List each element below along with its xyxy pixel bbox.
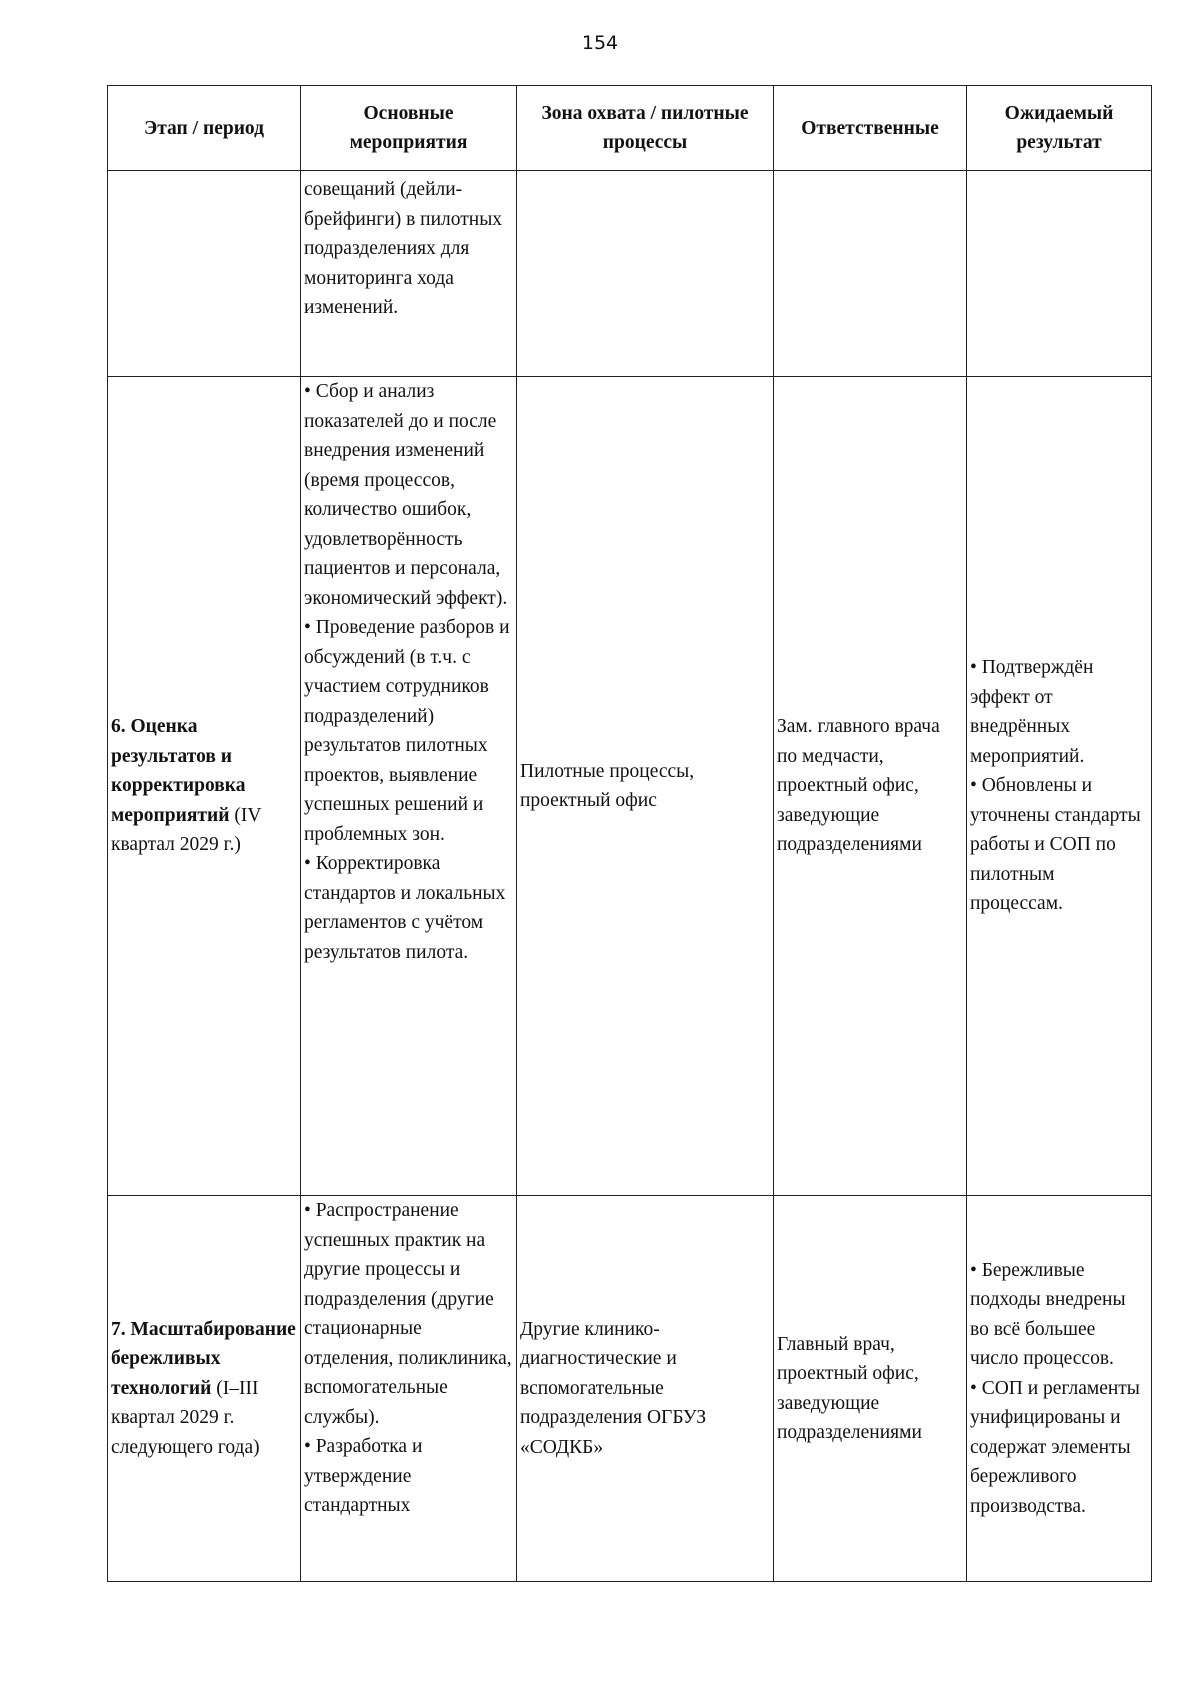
result-cell xyxy=(967,377,1152,1196)
responsible-cell xyxy=(774,377,967,1196)
responsible-text: Зам. главного врача по медчасти, проектный офис, заведующие подразделениями xyxy=(777,716,940,856)
responsible-text: Главный врач, проектный офис, заведующие подразделениями xyxy=(777,1333,922,1443)
page-number: 154 xyxy=(581,32,619,54)
stage-title: 6. Оценка результатов и корректировка мероприятий xyxy=(111,716,246,826)
stage-cell xyxy=(108,171,301,377)
stage-cell xyxy=(108,1196,301,1582)
stage-period: (I–III квартал 2029 г. следующего года) xyxy=(111,1377,260,1458)
scope-cell xyxy=(517,1196,774,1582)
result-cell xyxy=(967,171,1152,377)
header-scope: Зона охвата / пилотные процессы xyxy=(517,86,774,171)
result-cell xyxy=(967,1196,1152,1582)
header-result: Ожидаемый результат xyxy=(967,86,1152,171)
scope-cell xyxy=(517,377,774,1196)
header-responsible: Ответственные xyxy=(774,86,967,171)
responsible-cell xyxy=(774,171,967,377)
result-text: • Бережливые подходы внедрены во всё большее число процессов. • СОП и регламенты унифицированы и содержат элементы бережливого производства. xyxy=(970,1259,1140,1517)
activities-text: • Распространение успешных практик на другие процессы и подразделения (другие стационарные отделения, поликлиника, вспомогательные службы). • Разработка и утверждение стандартных xyxy=(304,1200,512,1516)
activities-text: • Сбор и анализ показателей до и после внедрения изменений (время процессов, количество ошибок, удовлетворённость пациентов и персонала, экономический эффект). • Проведение разборов и обсуждений (в т.ч. с участием сотрудников подразделений) результатов пилотных проектов, выявление успешных решений и проблемных зон. • Корректировка стандартов и локальных регламентов с учётом результатов пилота. xyxy=(304,381,510,963)
scope-text: Пилотные процессы, проектный офис xyxy=(520,760,695,811)
activities-cell xyxy=(301,377,517,1196)
activities-cell xyxy=(301,1196,517,1582)
header-stage: Этап / период xyxy=(108,86,301,171)
header-activities: Основные мероприятия xyxy=(301,86,517,171)
stage-period: (IV квартал 2029 г.) xyxy=(111,804,262,856)
scope-cell xyxy=(517,171,774,377)
stage-cell xyxy=(108,377,301,1196)
result-text: • Подтверждён эффект от внедрённых мероприятий. • Обновлены и уточнены стандарты работы и СОП по пилотным процессам. xyxy=(970,657,1141,915)
activities-cell xyxy=(301,171,517,377)
table-row-stage-7 xyxy=(108,1196,1152,1582)
responsible-cell xyxy=(774,1196,967,1582)
plan-table xyxy=(107,85,1152,1582)
stage-title: 7. Масштабирование бережливых технологий xyxy=(111,1318,296,1399)
scope-text: Другие клинико-диагностические и вспомогательные подразделения ОГБУЗ «СОДКБ» xyxy=(520,1318,707,1458)
activities-text: совещаний (дейли-брейфинги) в пилотных подразделениях для мониторинга хода изменений. xyxy=(304,179,503,318)
table-row-continuation xyxy=(108,171,1152,377)
table-row-stage-6 xyxy=(108,377,1152,1196)
table-header-row xyxy=(108,86,1152,171)
